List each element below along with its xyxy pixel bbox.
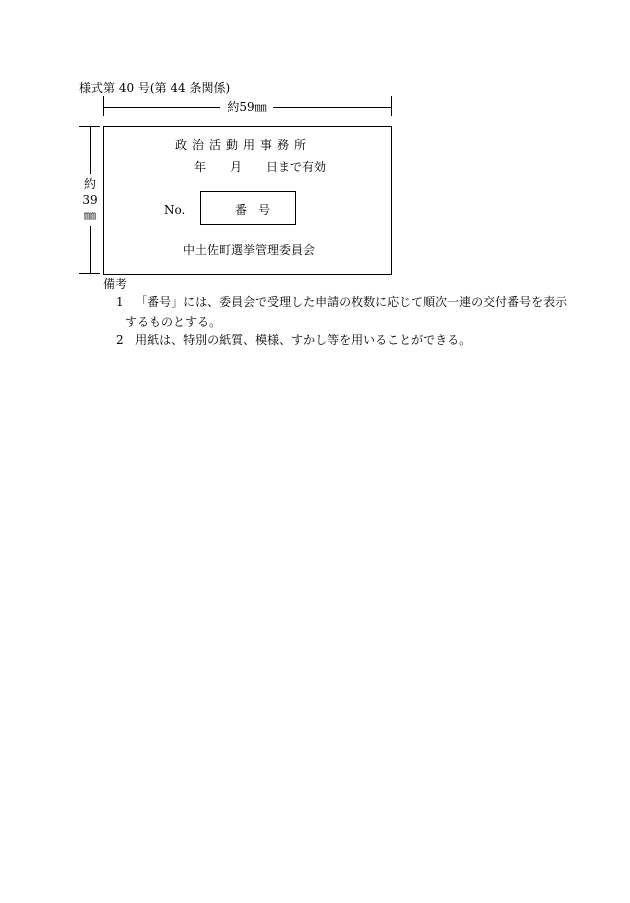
dimension-height-bottom-tick	[79, 273, 100, 274]
note-text: 用紙は、特別の紙質、模様、すかし等を用いることができる。	[135, 333, 472, 347]
number-box-label: 番号	[235, 203, 282, 217]
note-number: 2	[116, 333, 124, 347]
note-item-1	[116, 295, 567, 309]
dimension-width-right-tick	[391, 96, 392, 116]
dimension-height-label-line: 約	[83, 177, 96, 191]
dimension-height-label	[76, 177, 104, 224]
note-item-1-continuation: するものとする。	[125, 315, 222, 329]
card-validity-line: 年 月 日まで有効	[194, 160, 327, 174]
dimension-width-left-tick	[103, 96, 104, 116]
dimension-height-label-line: 39	[82, 192, 98, 207]
notes-heading: 備考	[103, 277, 128, 291]
dimension-height-label-line: ㎜	[83, 208, 96, 222]
dimension-width-line-right	[273, 107, 391, 108]
note-text: 「番号」には、委員会で受理した申請の枚数に応じて順次一連の交付番号を表示	[135, 295, 568, 309]
form-title: 様式第 40 号(第 44 条関係)	[79, 81, 231, 95]
dimension-width-label: 約59㎜	[227, 100, 267, 114]
dimension-width-line-left	[103, 107, 220, 108]
card-committee-name: 中土佐町選挙管理委員会	[183, 243, 316, 257]
dimension-height-line-bottom	[90, 226, 91, 273]
note-number: 1	[116, 295, 124, 309]
card-office-title: 政治活動用事務所	[175, 138, 312, 152]
card-no-label: No.	[164, 203, 186, 217]
dimension-height-line-top	[90, 126, 91, 174]
note-item-2	[116, 333, 471, 347]
